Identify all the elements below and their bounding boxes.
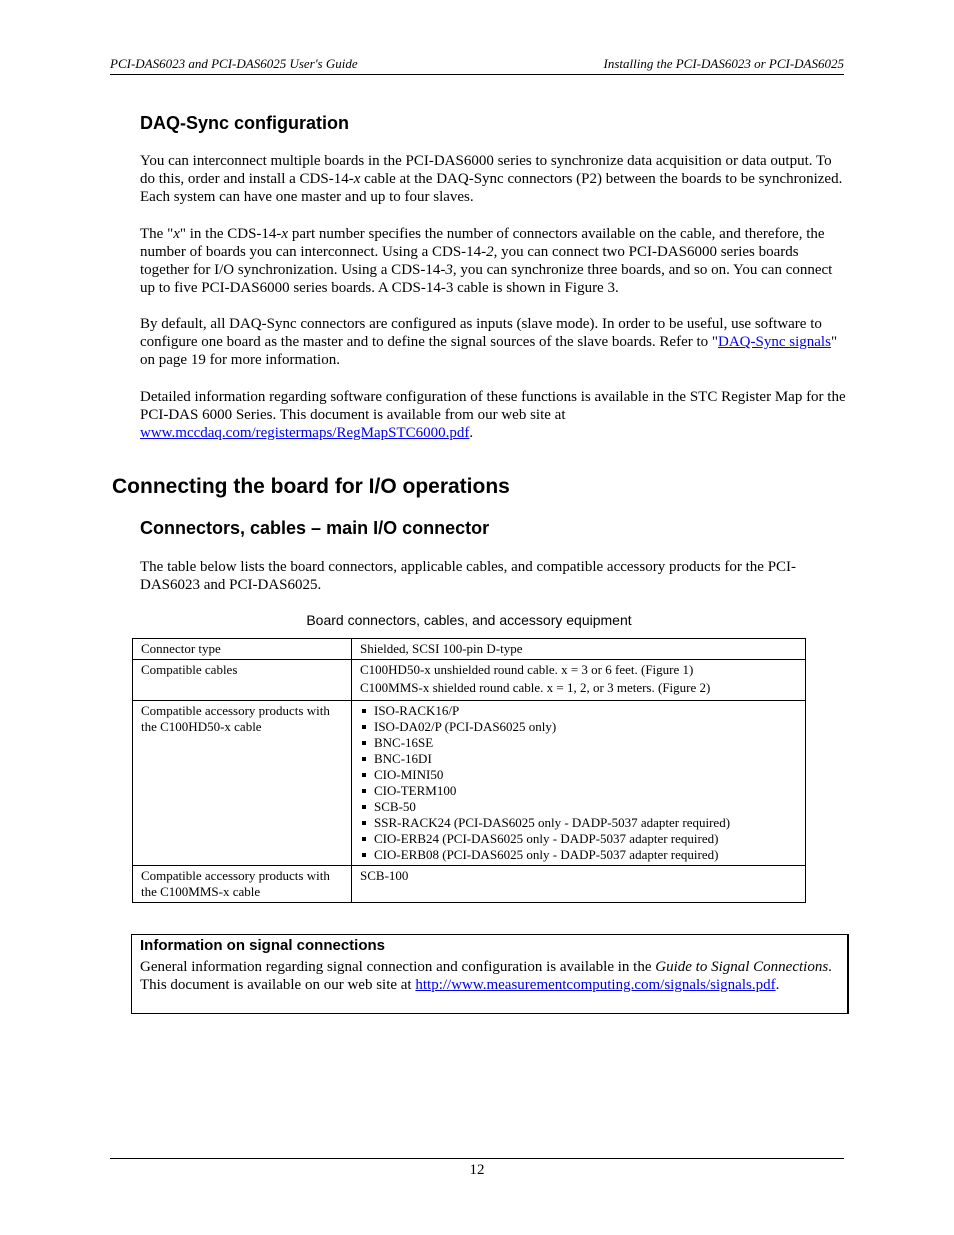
list-item: BNC-16SE [360, 735, 797, 751]
daq-sync-heading: DAQ-Sync configuration [140, 113, 350, 133]
daq-sync-paragraph-1: You can interconnect multiple boards in the PCI-DAS6000 series to synchronize data acquisition or data output. To do this, order and install a CDS-14-x cable at the DAQ-Sync connectors (P2) between the boards to be synchronized. Each system can have one master and up to four slaves. [140, 153, 843, 205]
list-item: CIO-ERB24 (PCI-DAS6025 only - DADP-5037 adapter required) [360, 831, 797, 847]
list-item: SCB-50 [360, 799, 797, 815]
list-item: CIO-MINI50 [360, 767, 797, 783]
accessory-table [132, 638, 806, 903]
daq-sync-paragraph-4: Detailed information regarding software configuration of these functions is available in the STC Register Map for the PCI-DAS 6000 Series. This document is available from our web site at www.mccdaq.com/registermaps/RegMapSTC6000.pdf. [140, 389, 846, 441]
table-intro-paragraph: The table below lists the board connectors, applicable cables, and compatible accessory products for the PCI-DAS6023 and PCI-DAS6025. [140, 559, 797, 593]
daq-sync-paragraph-2: The "x" in the CDS-14-x part number specifies the number of connectors available on the cable, and therefore, the number of boards you can interconnect. Using a CDS-14-2, you can connect two PCI-DAS6000 series boards together for I/O synchronization. Using a CDS-14-3, you can synchronize three boards, and so on. You can connect up to five PCI-DAS6000 series boards. A CDS-14-3 cable is shown in Figure 3. [140, 226, 833, 296]
table-caption: Board connectors, cables, and accessory equipment [306, 612, 632, 628]
register-map-link[interactable]: www.mccdaq.com/registermaps/RegMapSTC6000.pdf [140, 425, 470, 441]
compatible-cables-value [352, 660, 806, 701]
connectors-subheading: Connectors, cables – main I/O connector [140, 518, 490, 538]
info-box-title: Information on signal connections [140, 937, 386, 954]
cable-entry: C100MMS-x shielded round cable. x = 1, 2, or 3 meters. (Figure 2) [360, 680, 711, 695]
list-item: CIO-ERB08 (PCI-DAS6025 only - DADP-5037 adapter required) [360, 847, 797, 863]
accessories-hd50-value [352, 701, 806, 866]
list-item: CIO-TERM100 [360, 783, 797, 799]
info-box [131, 934, 849, 1014]
accessories-mms-label: Compatible accessory products with the C100MMS-x cable [133, 866, 352, 903]
page-number: 12 [469, 1162, 485, 1178]
table-row [133, 701, 806, 866]
list-item: ISO-DA02/P (PCI-DAS6025 only) [360, 719, 797, 735]
accessories-hd50-label: Compatible accessory products with the C100HD50-x cable [133, 701, 352, 866]
running-header-right: Installing the PCI-DAS6023 or PCI-DAS6025 [603, 56, 844, 71]
signals-pdf-link[interactable]: http://www.measurementcomputing.com/signals/signals.pdf [415, 977, 776, 993]
footer-rule [110, 1158, 844, 1159]
running-header-left: PCI-DAS6023 and PCI-DAS6025 User's Guide [110, 56, 358, 71]
list-item: BNC-16DI [360, 751, 797, 767]
daq-sync-signals-link[interactable]: DAQ-Sync signals [718, 334, 831, 350]
info-box-body: General information regarding signal connection and configuration is available in the Guide to Signal Connections. This document is available on our web site at http://www.measurementcomputing.com/signals/signals.pdf. [140, 959, 832, 993]
accessory-list [360, 703, 797, 863]
list-item: ISO-RACK16/P [360, 703, 797, 719]
connector-type-label: Connector type [133, 639, 352, 660]
header-rule [110, 74, 844, 75]
cable-entry: C100HD50-x unshielded round cable. x = 3 or 6 feet. (Figure 1) [360, 662, 694, 677]
compatible-cables-label: Compatible cables [133, 660, 352, 701]
daq-sync-paragraph-3: By default, all DAQ-Sync connectors are configured as inputs (slave mode). In order to be useful, use software to configure one board as the master and to define the signal sources of the slave boards. Refer to "DAQ-Sync signals" on page 19 for more information. [140, 316, 838, 368]
connector-type-value: Shielded, SCSI 100-pin D-type [352, 639, 806, 660]
table-row [133, 866, 806, 903]
list-item: SSR-RACK24 (PCI-DAS6025 only - DADP-5037 adapter required) [360, 815, 797, 831]
section-heading: Connecting the board for I/O operations [112, 475, 510, 498]
table-row [133, 639, 806, 660]
accessories-mms-value: SCB-100 [352, 866, 806, 903]
table-row [133, 660, 806, 701]
